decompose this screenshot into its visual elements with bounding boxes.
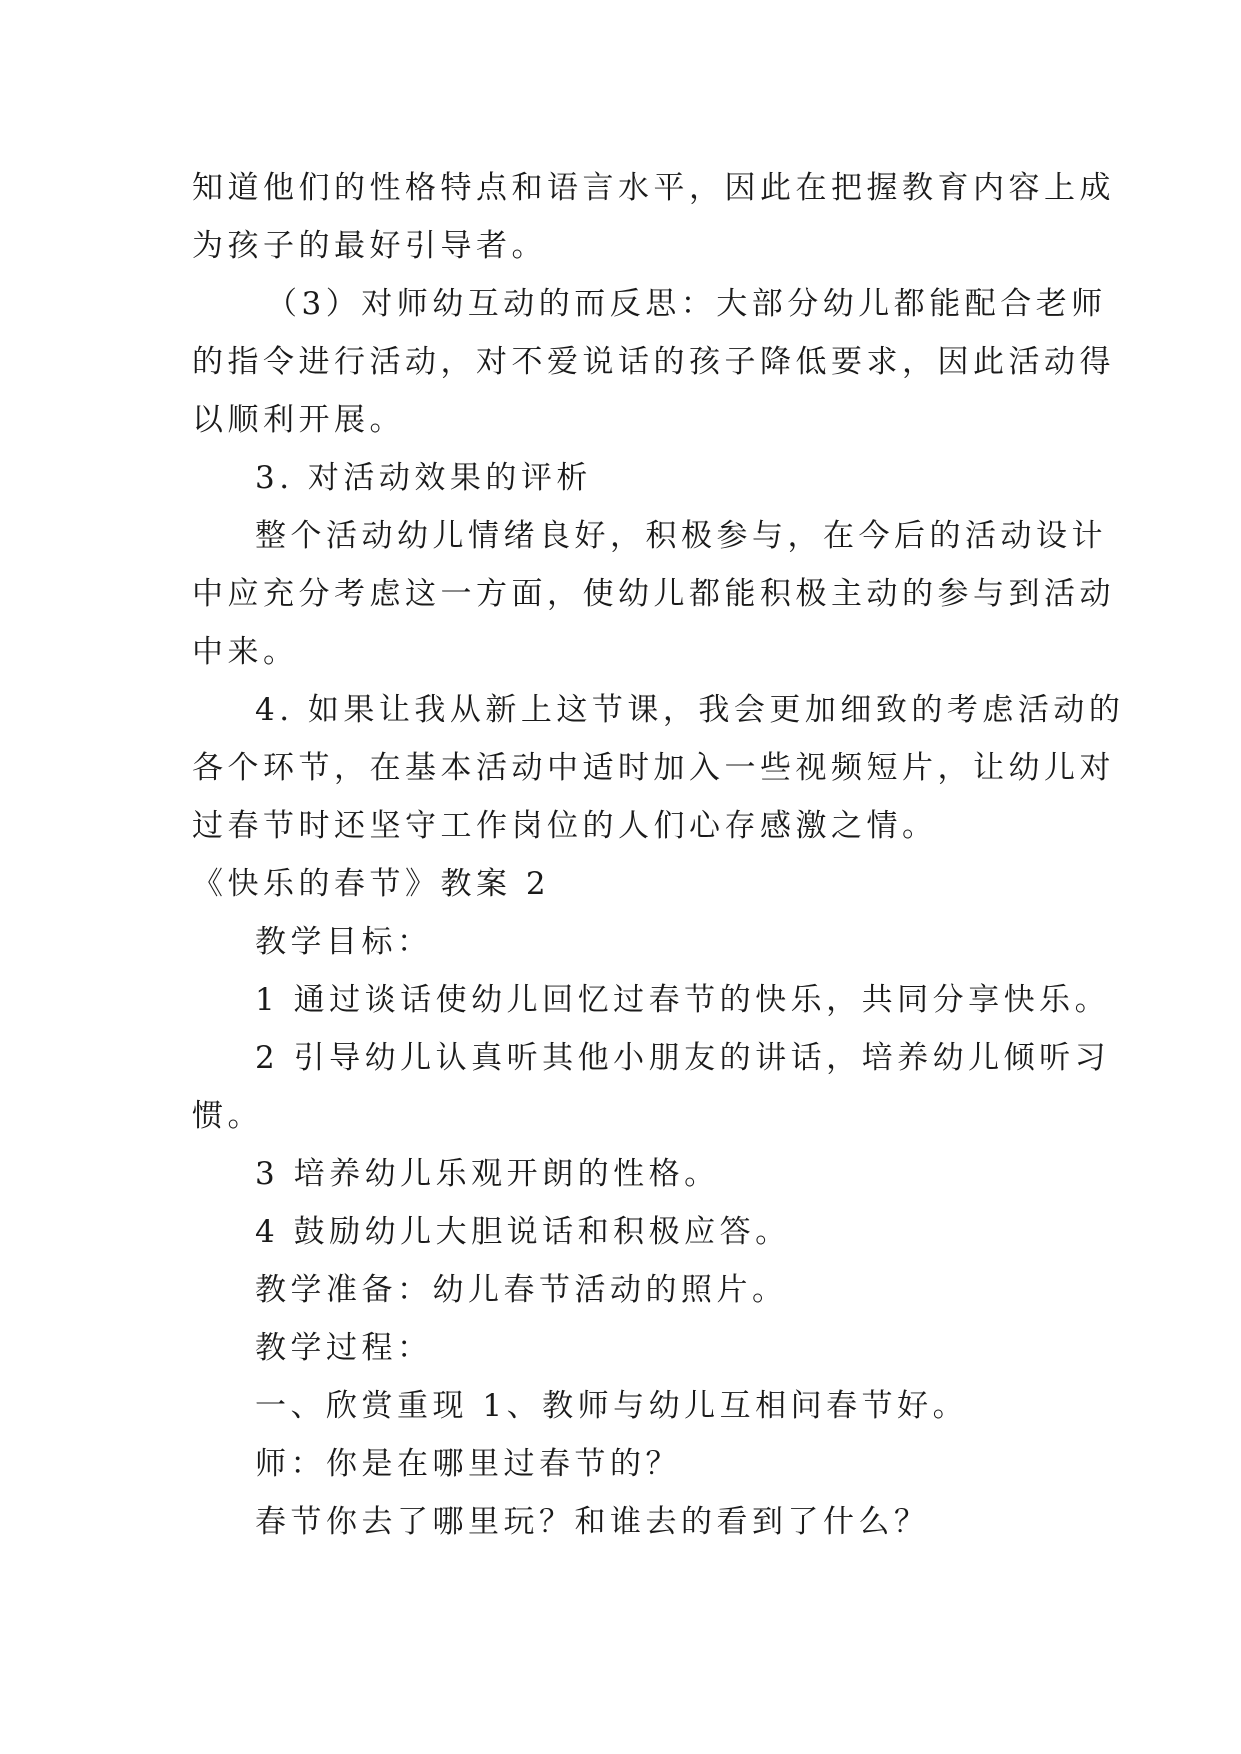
paragraph-line: 一、欣赏重现 1、教师与幼儿互相问春节好。	[255, 1388, 969, 1424]
paragraph-line: 中来。	[192, 634, 299, 670]
list-item: 4 鼓励幼儿大胆说话和积极应答。	[255, 1214, 791, 1250]
paragraph-line: 为孩子的最好引导者。	[192, 228, 547, 264]
paragraph-line: 春节你去了哪里玩？和谁去的看到了什么？	[255, 1504, 930, 1540]
paragraph-line: 过春节时还坚守工作岗位的人们心存感激之情。	[192, 808, 938, 844]
paragraph-line: 师：你是在哪里过春节的？	[255, 1446, 681, 1482]
section-heading: 教学目标：	[255, 924, 433, 960]
paragraph-line: 惯。	[192, 1098, 263, 1134]
lesson-plan-title: 《快乐的春节》教案 2	[192, 866, 551, 902]
section-heading: 3. 对活动效果的评析	[255, 460, 592, 496]
list-item: 1 通过谈话使幼儿回忆过春节的快乐，共同分享快乐。	[255, 982, 1111, 1018]
paragraph-line: 4. 如果让我从新上这节课，我会更加细致的考虑活动的	[255, 692, 1125, 728]
section-heading: 教学过程：	[255, 1330, 433, 1366]
paragraph-line: （3）对师幼互动的而反思：大部分幼儿都能配合老师	[266, 286, 1107, 322]
paragraph-line: 以顺利开展。	[192, 402, 405, 438]
paragraph-line: 各个环节，在基本活动中适时加入一些视频短片，让幼儿对	[192, 750, 1115, 786]
paragraph-line: 教学准备：幼儿春节活动的照片。	[255, 1272, 788, 1308]
paragraph-line: 知道他们的性格特点和语言水平，因此在把握教育内容上成	[192, 170, 1115, 206]
list-item: 2 引导幼儿认真听其他小朋友的讲话，培养幼儿倾听习	[255, 1040, 1111, 1076]
paragraph-line: 整个活动幼儿情绪良好，积极参与，在今后的活动设计	[255, 518, 1107, 554]
paragraph-line: 的指令进行活动，对不爱说话的孩子降低要求，因此活动得	[192, 344, 1115, 380]
paragraph-line: 中应充分考虑这一方面，使幼儿都能积极主动的参与到活动	[192, 576, 1115, 612]
list-item: 3 培养幼儿乐观开朗的性格。	[255, 1156, 720, 1192]
